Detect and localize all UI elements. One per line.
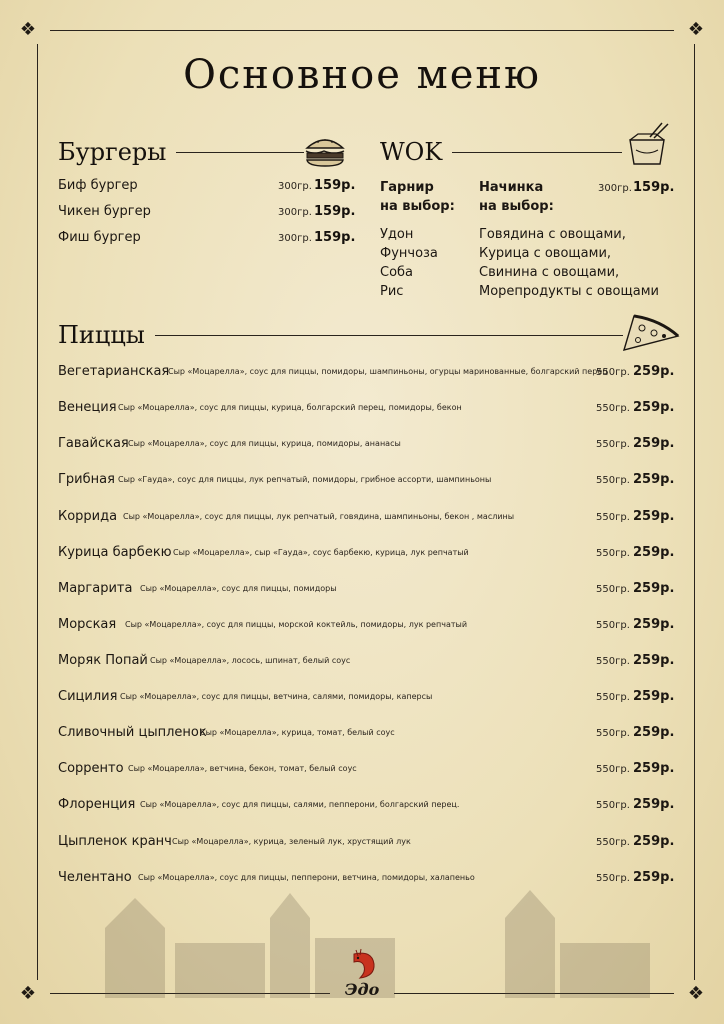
pizza-name: Моряк Попай <box>58 653 148 668</box>
pizza-description: Сыр «Моцарелла», курица, зеленый лук, хрустящий лук <box>172 837 411 846</box>
pizza-price: 259р. <box>633 436 675 451</box>
table-row <box>58 509 678 529</box>
table-row <box>58 689 678 709</box>
burgers-heading-label: Бургеры <box>58 138 167 166</box>
brand-logo <box>332 948 392 999</box>
table-row <box>58 581 678 601</box>
wok-weight: 300гр. <box>598 183 632 194</box>
list-item: Свинина с овощами, <box>479 265 620 280</box>
pizza-name: Коррида <box>58 509 118 524</box>
pizza-weight: 550гр. <box>596 837 630 848</box>
pizza-weight: 550гр. <box>596 548 630 559</box>
pizza-description: Сыр «Моцарелла», сыр «Гауда», соус барбекю, курица, лук репчатый <box>173 548 469 557</box>
burger-price: 159р. <box>314 204 356 219</box>
pizza-description: Сыр «Моцарелла», соус для пиццы, помидоры, шампиньоны, огурцы маринованные, болгарский перец <box>168 367 608 376</box>
burger-price: 159р. <box>314 230 356 245</box>
table-row <box>58 725 678 745</box>
pizza-name: Флоренция <box>58 797 136 812</box>
wok-heading-label: WOK <box>380 138 443 166</box>
pizza-description: Сыр «Моцарелла», ветчина, бекон, томат, белый соус <box>128 764 357 773</box>
pizza-name: Сицилия <box>58 689 118 704</box>
burger-name: Фиш бургер <box>58 230 141 245</box>
table-row <box>58 797 678 817</box>
pizza-price: 259р. <box>633 761 675 776</box>
pizza-description: Сыр «Моцарелла», соус для пиццы, лук репчатый, говядина, шампиньоны, бекон , маслины <box>123 512 515 521</box>
pizza-description: Сыр «Моцарелла», соус для пиццы, помидоры <box>140 584 337 593</box>
pizza-name: Маргарита <box>58 581 133 596</box>
pizza-weight: 550гр. <box>596 873 630 884</box>
pizza-price: 259р. <box>633 653 675 668</box>
burger-icon <box>304 134 346 168</box>
table-row <box>58 761 678 781</box>
list-item: Соба <box>380 265 414 280</box>
pizza-price: 259р. <box>633 797 675 812</box>
pizza-weight: 550гр. <box>596 620 630 631</box>
pizza-description: Сыр «Моцарелла», соус для пиццы, салями, пепперони, болгарский перец. <box>140 800 460 809</box>
table-row <box>58 545 678 565</box>
list-item: Рис <box>380 284 404 299</box>
wok-garnish-column <box>380 178 455 301</box>
pizza-description: Сыр «Моцарелла», соус для пиццы, пепперони, ветчина, помидоры, халапеньо <box>138 873 475 882</box>
pizza-name: Курица барбекю <box>58 545 172 560</box>
corner-ornament-icon: ❖ <box>687 19 705 40</box>
table-row <box>58 870 678 890</box>
table-row <box>58 400 678 420</box>
pizza-description: Сыр «Моцарелла», соус для пиццы, курица, помидоры, ананасы <box>128 439 401 448</box>
pizza-description: Сыр «Моцарелла», курица, томат, белый соус <box>200 728 395 737</box>
pizza-name: Гавайская <box>58 436 129 451</box>
frame-left-line <box>37 44 38 980</box>
corner-ornament-icon: ❖ <box>19 983 37 1004</box>
table-row <box>58 364 678 384</box>
wok-price: 159р. <box>633 180 675 195</box>
pizza-price: 259р. <box>633 834 675 849</box>
pizza-name: Челентано <box>58 870 132 885</box>
pizza-price: 259р. <box>633 689 675 704</box>
burger-name: Биф бургер <box>58 178 138 193</box>
pizza-description: Сыр «Моцарелла», соус для пиццы, ветчина, салями, помидоры, каперсы <box>120 692 433 701</box>
wok-box-icon <box>624 122 672 166</box>
pizza-price: 259р. <box>633 617 675 632</box>
corner-ornament-icon: ❖ <box>687 983 705 1004</box>
pizza-weight: 550гр. <box>596 584 630 595</box>
wok-heading <box>380 138 622 166</box>
table-row <box>58 834 678 854</box>
pizza-weight: 550гр. <box>596 475 630 486</box>
list-item: Удон <box>380 227 414 242</box>
burger-weight: 300гр. <box>278 181 312 192</box>
burger-weight: 300гр. <box>278 233 312 244</box>
list-item: Морепродукты с овощами <box>479 284 659 299</box>
pizza-price: 259р. <box>633 400 675 415</box>
pizza-name: Вегетарианская <box>58 364 170 379</box>
burgers-heading <box>58 138 304 166</box>
pizzas-heading-rule <box>155 335 623 336</box>
burger-weight: 300гр. <box>278 207 312 218</box>
table-row <box>58 617 678 637</box>
pizza-weight: 550гр. <box>596 764 630 775</box>
wok-garnish-title-2: на выбор: <box>380 199 455 214</box>
burger-name: Чикен бургер <box>58 204 151 219</box>
pizza-description: Сыр «Моцарелла», соус для пиццы, морской коктейль, помидоры, лук репчатый <box>125 620 468 629</box>
pizzas-heading-label: Пиццы <box>58 321 145 349</box>
pizza-weight: 550гр. <box>596 800 630 811</box>
table-row <box>58 436 678 456</box>
pizza-name: Морская <box>58 617 117 632</box>
pizza-name: Сорренто <box>58 761 124 776</box>
pizza-price: 259р. <box>633 364 675 379</box>
wok-heading-rule <box>452 152 622 153</box>
pizza-name: Сливочный цыпленок <box>58 725 207 740</box>
pizza-weight: 550гр. <box>596 656 630 667</box>
pizza-slice-icon <box>620 312 680 354</box>
pizza-price: 259р. <box>633 725 675 740</box>
pizza-weight: 550гр. <box>596 439 630 450</box>
wok-garnish-title: Гарнир <box>380 180 434 195</box>
list-item: Фунчоза <box>380 246 438 261</box>
wok-filling-title-2: на выбор: <box>479 199 554 214</box>
pizza-weight: 550гр. <box>596 367 630 378</box>
frame-top-line <box>50 30 674 31</box>
pizza-price: 259р. <box>633 870 675 885</box>
wok-filling-title: Начинка <box>479 180 544 195</box>
frame-right-line <box>694 44 695 980</box>
page-title: Основное меню <box>183 52 541 98</box>
pizza-description: Сыр «Моцарелла», лосось, шпинат, белый соус <box>150 656 351 665</box>
table-row <box>58 653 678 673</box>
pizza-weight: 550гр. <box>596 692 630 703</box>
pizza-name: Венеция <box>58 400 117 415</box>
burgers-heading-rule <box>176 152 304 153</box>
pizza-description: Сыр «Моцарелла», соус для пиццы, курица, болгарский перец, помидоры, бекон <box>118 403 462 412</box>
list-item: Курица с овощами, <box>479 246 612 261</box>
pizza-weight: 550гр. <box>596 728 630 739</box>
pizza-description: Сыр «Гауда», соус для пиццы, лук репчатый, помидоры, грибное ассорти, шампиньоны <box>118 475 492 484</box>
pizza-price: 259р. <box>633 509 675 524</box>
brand-name: Эдо <box>344 980 380 999</box>
pizza-name: Грибная <box>58 472 115 487</box>
wok-filling-column <box>479 178 659 301</box>
pizzas-heading <box>58 321 623 349</box>
pizza-price: 259р. <box>633 581 675 596</box>
pizza-price: 259р. <box>633 472 675 487</box>
table-row <box>58 472 678 492</box>
corner-ornament-icon: ❖ <box>19 19 37 40</box>
shrimp-icon <box>344 948 380 982</box>
list-item: Говядина с овощами, <box>479 227 626 242</box>
pizza-weight: 550гр. <box>596 403 630 414</box>
pizza-weight: 550гр. <box>596 512 630 523</box>
pizza-name: Цыпленок кранч <box>58 834 172 849</box>
burger-price: 159р. <box>314 178 356 193</box>
pizza-price: 259р. <box>633 545 675 560</box>
